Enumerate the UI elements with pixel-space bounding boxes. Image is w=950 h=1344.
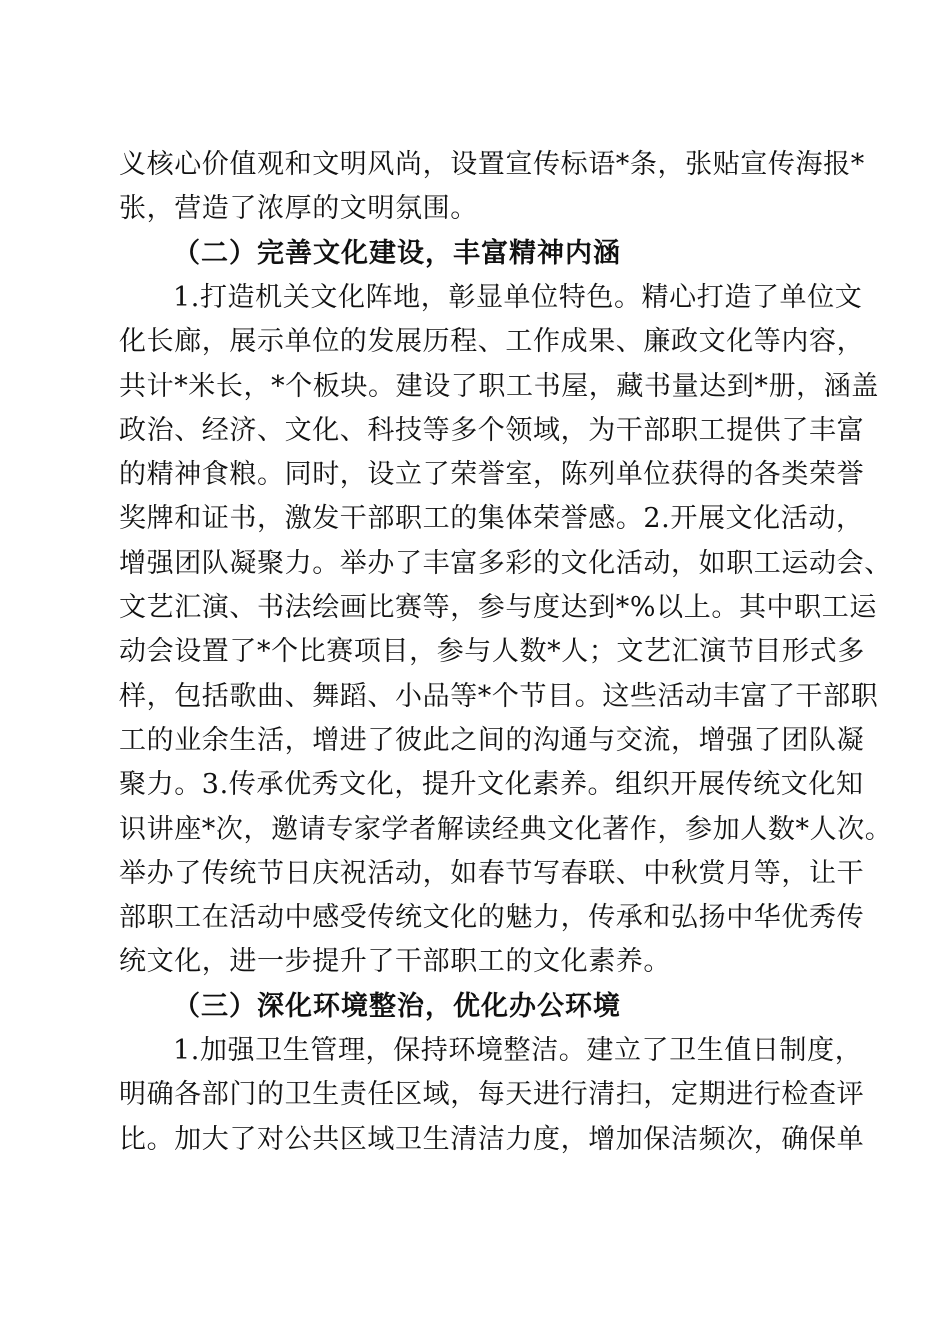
text-line: 张，营造了浓厚的文明氛围。	[119, 193, 478, 224]
text-line: 1.加强卫生管理，保持环境整洁。建立了卫生值日制度，	[173, 1035, 863, 1066]
text-line: 共计*米长，*个板块。建设了职工书屋，藏书量达到*册，涵盖	[119, 371, 879, 402]
text-line: 比。加大了对公共区域卫生清洁力度，增加保洁频次，确保单	[119, 1124, 865, 1155]
text-line: 明确各部门的卫生责任区域，每天进行清扫，定期进行检查评	[119, 1079, 865, 1110]
text-line: 聚力。3.传承优秀文化，提升文化素养。组织开展传统文化知	[119, 769, 864, 800]
text-line: 政治、经济、文化、科技等多个领域，为干部职工提供了丰富	[119, 415, 865, 446]
text-line: 部职工在活动中感受传统文化的魅力，传承和弘扬中华优秀传	[119, 902, 865, 933]
text-line: 工的业余生活，增进了彼此之间的沟通与交流，增强了团队凝	[119, 725, 865, 756]
text-line: 举办了传统节日庆祝活动，如春节写春联、中秋赏月等，让干	[119, 858, 865, 889]
text-line: 样，包括歌曲、舞蹈、小品等*个节目。这些活动丰富了干部职	[119, 681, 879, 712]
section-heading: （三）深化环境整治，优化办公环境	[173, 991, 621, 1022]
text-line: 增强团队凝聚力。举办了丰富多彩的文化活动，如职工运动会、	[119, 548, 892, 579]
text-line: 义核心价值观和文明风尚，设置宣传标语*条，张贴宣传海报*	[119, 149, 865, 180]
text-line: 的精神食粮。同时，设立了荣誉室，陈列单位获得的各类荣誉	[119, 459, 865, 490]
text-line: 1.打造机关文化阵地，彰显单位特色。精心打造了单位文	[173, 282, 863, 313]
text-line: 识讲座*次，邀请专家学者解读经典文化著作，参加人数*人次。	[119, 814, 893, 845]
text-line: 奖牌和证书，激发干部职工的集体荣誉感。2.开展文化活动，	[119, 503, 864, 534]
text-line: 化长廊，展示单位的发展历程、工作成果、廉政文化等内容，	[119, 326, 865, 357]
text-line: 统文化，进一步提升了干部职工的文化素养。	[119, 946, 671, 977]
text-line: 文艺汇演、书法绘画比赛等，参与度达到*%以上。其中职工运	[119, 592, 877, 623]
text-line: 动会设置了*个比赛项目，参与人数*人；文艺汇演节目形式多	[119, 636, 865, 667]
section-heading: （二）完善文化建设，丰富精神内涵	[173, 238, 621, 269]
